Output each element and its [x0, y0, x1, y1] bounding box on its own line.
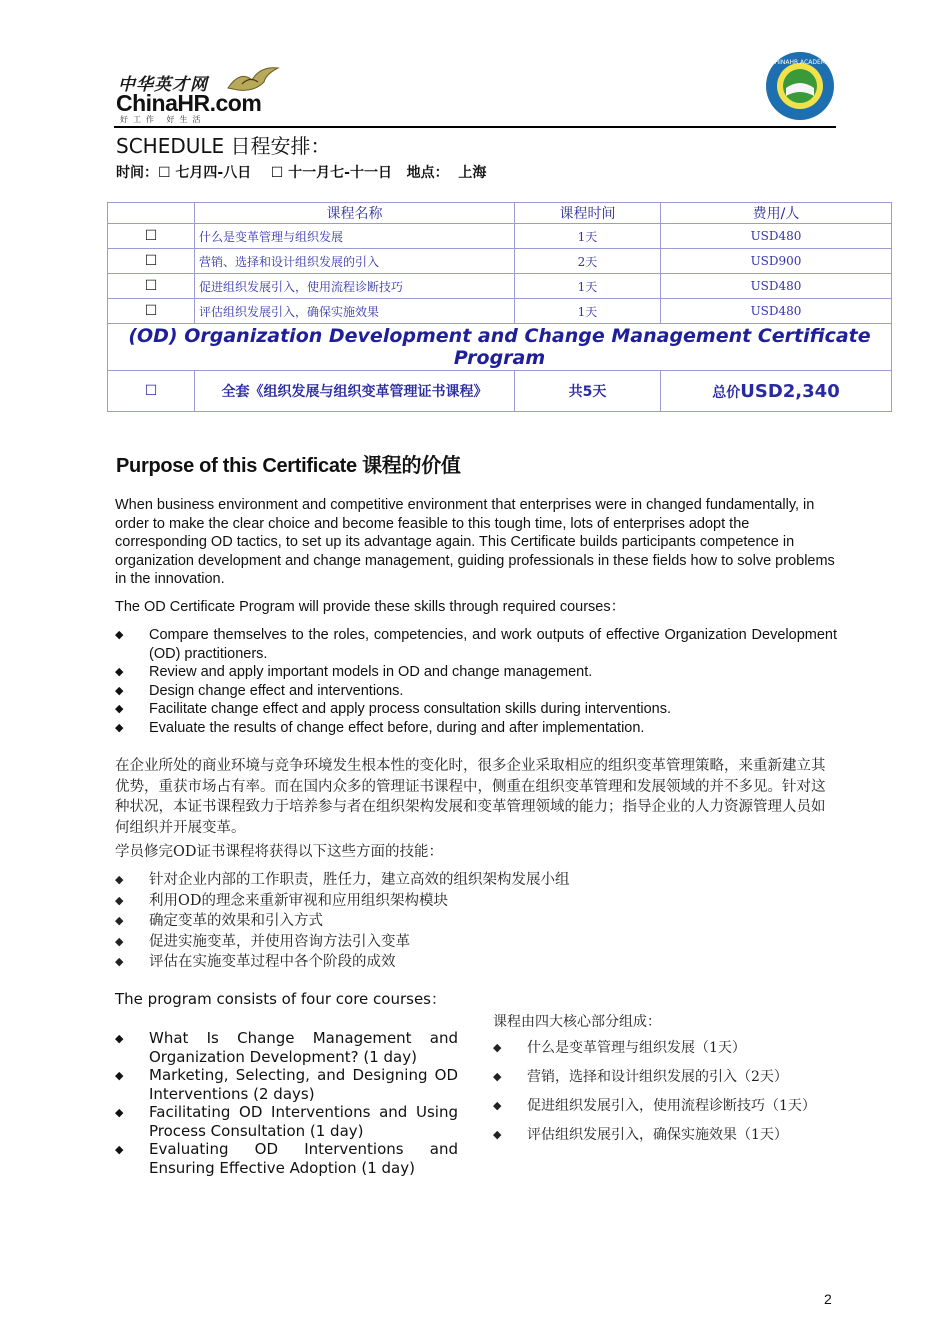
list-item: ◆ What Is Change Management and Organization Development? (1 day)	[115, 1029, 458, 1066]
bullet-diamond-icon: ◆	[115, 1032, 124, 1045]
full-program-checkbox[interactable]: ☐	[108, 371, 195, 412]
list-item: ◆ Facilitating OD Interventions and Using Process Consultation (1 day)	[115, 1103, 458, 1140]
list-item: ◆ Evaluate the results of change effect before, during and after implementation.	[115, 719, 645, 736]
bullet-diamond-icon: ◆	[115, 629, 124, 641]
course-duration: 1天	[515, 274, 661, 299]
full-program-row	[108, 371, 892, 412]
chinahr-logo	[116, 62, 286, 124]
core-courses-list-cn	[493, 1034, 838, 1150]
core-courses-list-en	[115, 1029, 458, 1177]
bullet-diamond-icon: ◆	[493, 1041, 502, 1054]
table-header-row	[108, 203, 892, 224]
table-row	[108, 249, 892, 274]
bullet-diamond-icon: ◆	[115, 893, 124, 907]
list-item: ◆ Design change effect and interventions.	[115, 682, 404, 699]
list-item: ◆ 评估在实施变革过程中各个阶段的成效	[115, 952, 837, 973]
bullet-diamond-icon: ◆	[493, 1099, 502, 1112]
skills-intro-cn: 学员修完OD证书课程将获得以下这些方面的技能：	[115, 844, 444, 860]
table-header-cell: 费用/人	[661, 203, 892, 224]
schedule-title: SCHEDULE 日程安排：	[116, 134, 331, 158]
course-name: 评估组织发展引入，确保实施效果	[195, 299, 515, 324]
bullet-diamond-icon: ◆	[115, 703, 124, 715]
bullet-diamond-icon: ◆	[115, 1106, 124, 1119]
list-item: ◆ Evaluating OD Interventions and Ensuring Effective Adoption (1 day)	[115, 1140, 458, 1177]
course-fee: USD480	[661, 224, 892, 249]
skills-intro-en: The OD Certificate Program will provide these skills through required courses：	[115, 599, 626, 615]
bullet-diamond-icon: ◆	[115, 934, 124, 948]
course-name: 什么是变革管理与组织发展	[195, 224, 515, 249]
bullet-diamond-icon: ◆	[115, 721, 124, 734]
bullet-diamond-icon: ◆	[115, 1069, 124, 1082]
full-program-name: 全套《组织发展与组织变革管理证书课程》	[195, 371, 515, 412]
course-name: 促进组织发展引入，使用流程诊断技巧	[195, 274, 515, 299]
page-number: 2	[824, 1291, 832, 1307]
course-name: 营销、选择和设计组织发展的引入	[195, 249, 515, 274]
table-header-cell: 课程时间	[515, 203, 661, 224]
bullet-diamond-icon: ◆	[493, 1070, 502, 1083]
header-divider	[114, 126, 836, 128]
table-row	[108, 274, 892, 299]
skills-list-en	[115, 626, 837, 737]
purpose-paragraph-en: When business environment and competitive environment that enterprises were in changed fundamentally, in order to make the clear choice and become feasible to this tough time, lots of enterprises adopt the corresponding OD tactics, to set up its advantage again. This Certificate builds participants competence in organization development and change management, guiding professionals in these fields how to solve problems in the innovation.	[115, 497, 835, 587]
schedule-time-location: 时间：☐ 七月四-八日 ☐ 十一月七-十一日 地点： 上海	[116, 165, 487, 181]
table-row	[108, 224, 892, 249]
total-price-label: 总价	[712, 384, 741, 401]
course-fee: USD480	[661, 299, 892, 324]
total-price-value: USD2,340	[740, 380, 840, 402]
skills-list-cn	[115, 870, 837, 973]
list-item: ◆ 针对企业内部的工作职责，胜任力，建立高效的组织架构发展小组	[115, 870, 837, 891]
list-item: ◆ Facilitate change effect and apply process consultation skills during interventions.	[115, 701, 672, 717]
bullet-diamond-icon: ◆	[115, 1143, 124, 1156]
logo-chinese-text: 中华英才网	[118, 75, 208, 95]
course-checkbox[interactable]: ☐	[108, 249, 195, 274]
logo-slogan: 好工作 好生活	[120, 115, 206, 124]
course-checkbox[interactable]: ☐	[108, 224, 195, 249]
course-duration: 2天	[515, 249, 661, 274]
list-item: ◆ 利用OD的理念来重新审视和应用组织架构模块	[115, 891, 837, 912]
list-item: ◆ Review and apply important models in OD and change management.	[115, 664, 593, 680]
academy-badge-icon	[764, 50, 836, 122]
course-checkbox[interactable]: ☐	[108, 274, 195, 299]
logo-english-text: ChinaHR.com	[116, 90, 262, 116]
list-item: ◆ Marketing, Selecting, and Designing OD Interventions (2 days)	[115, 1066, 458, 1103]
core-courses-intro-en: The program consists of four core courses：	[115, 990, 446, 1008]
badge-text: CHINAHR ACADEMY	[770, 59, 830, 66]
bullet-diamond-icon: ◆	[493, 1128, 502, 1141]
bullet-diamond-icon: ◆	[115, 914, 124, 927]
course-fee: USD480	[661, 274, 892, 299]
list-item: ◆ 什么是变革管理与组织发展（1天）	[493, 1034, 838, 1062]
course-duration: 1天	[515, 224, 661, 249]
list-item: ◆ 促进实施变革，并使用咨询方法引入变革	[115, 932, 837, 953]
course-checkbox[interactable]: ☐	[108, 299, 195, 324]
bullet-diamond-icon: ◆	[115, 873, 124, 886]
list-item: ◆ 促进组织发展引入，使用流程诊断技巧（1天）	[493, 1092, 838, 1120]
list-item: ◆ 营销，选择和设计组织发展的引入（2天）	[493, 1063, 838, 1091]
table-header-cell	[108, 203, 195, 224]
bullet-diamond-icon: ◆	[115, 684, 124, 697]
list-item: ◆ 确定变革的效果和引入方式	[115, 911, 837, 932]
core-courses-intro-cn: 课程由四大核心部分组成：	[493, 1014, 661, 1030]
bullet-diamond-icon: ◆	[115, 666, 124, 678]
table-header-cell: 课程名称	[195, 203, 515, 224]
full-program-price	[661, 371, 892, 412]
course-schedule-table	[107, 202, 892, 412]
list-item: ◆ 评估组织发展引入，确保实施效果（1天）	[493, 1121, 838, 1149]
course-duration: 1天	[515, 299, 661, 324]
bullet-diamond-icon: ◆	[115, 955, 124, 968]
program-title: (OD) Organization Development and Change Management Certificate Program	[108, 324, 892, 371]
full-program-duration: 共5天	[515, 371, 661, 412]
purpose-heading: Purpose of this Certificate 课程的价值	[116, 455, 461, 477]
program-title-row	[108, 324, 892, 371]
course-fee: USD900	[661, 249, 892, 274]
list-item: ◆ Compare themselves to the roles, competencies, and work outputs of effective Organization Development (OD) practitioners.	[115, 627, 837, 662]
purpose-paragraph-cn: 在企业所处的商业环境与竞争环境发生根本性的变化时，很多企业采取相应的组织变革管理策略，来重新建立其优势，重获市场占有率。而在国内众多的管理证书课程中，侧重在组织变革管理和发展领域的并不多见。针对这种状况，本证书课程致力于培养参与者在组织架构发展和变革管理领域的能力；指导企业的人力资源管理人员如何组织并开展变革。	[115, 758, 826, 836]
table-row	[108, 299, 892, 324]
